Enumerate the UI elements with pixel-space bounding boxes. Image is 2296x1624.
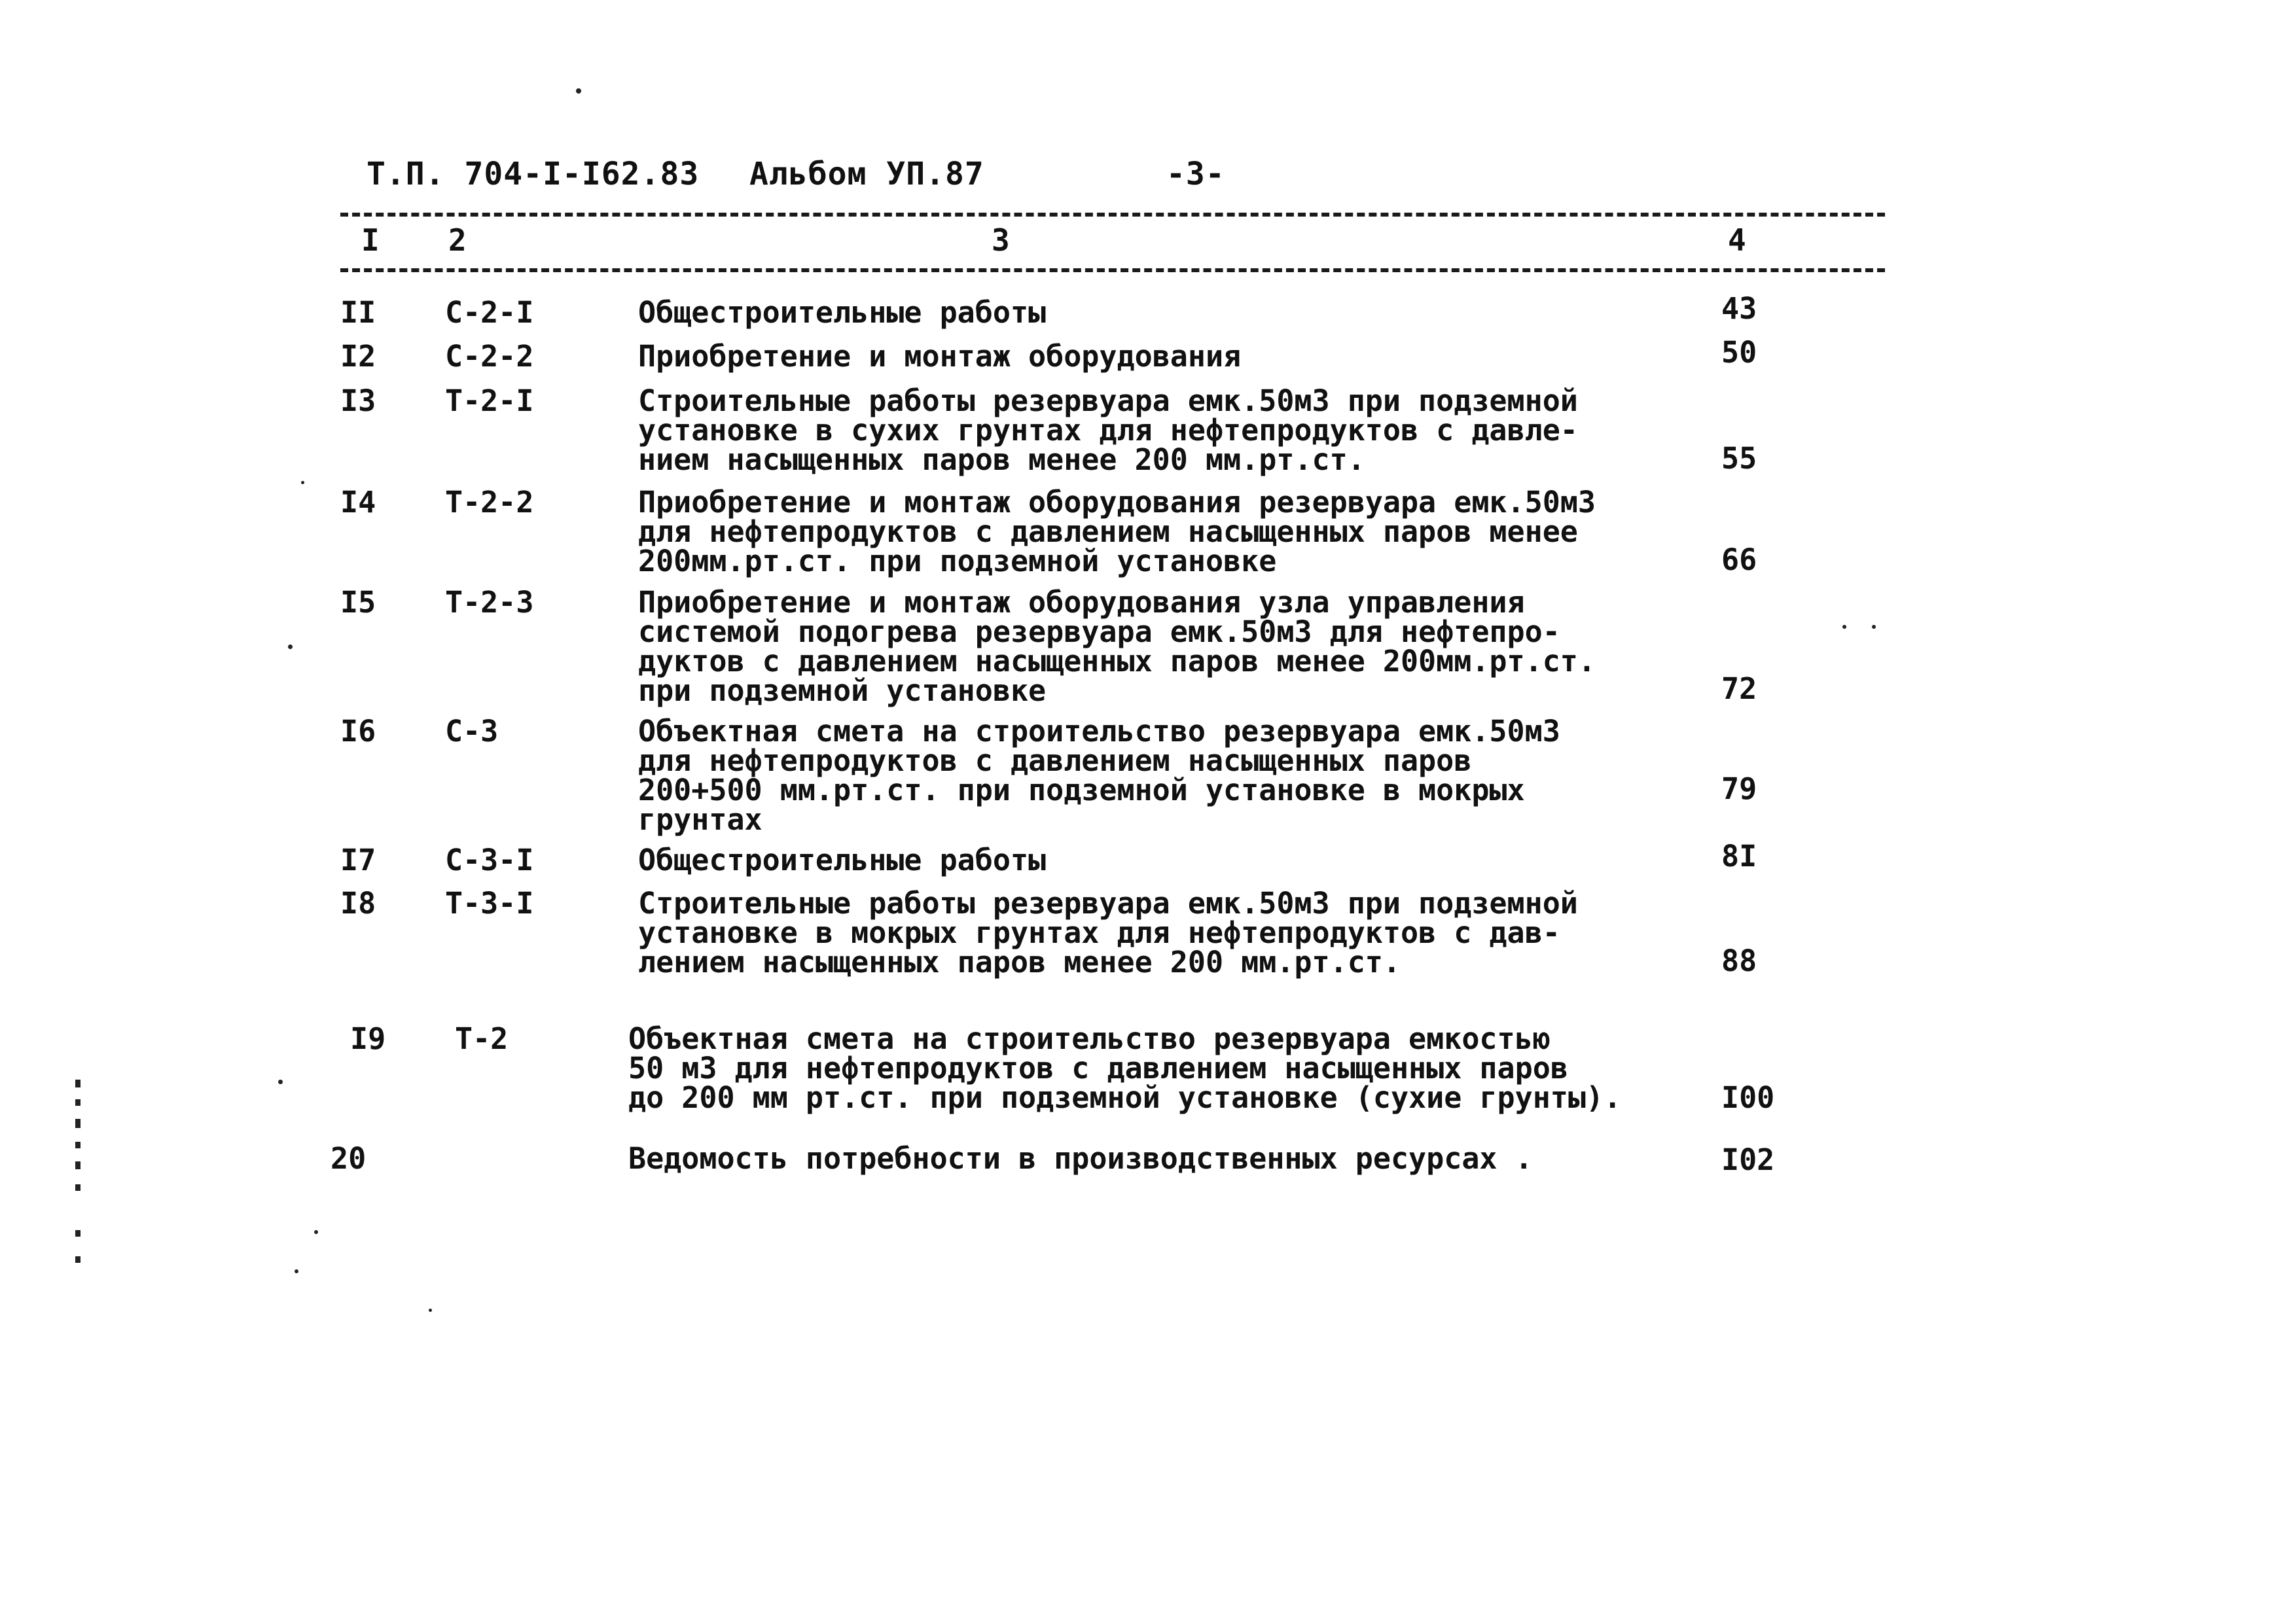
row-description xyxy=(638,585,1596,708)
row-code: С-3 xyxy=(445,714,499,749)
row-page: 88 xyxy=(1721,944,1757,978)
description-line: Общестроительные работы xyxy=(638,843,1047,877)
scan-speck xyxy=(288,644,293,649)
row-description xyxy=(638,886,1578,980)
scan-speck xyxy=(1842,625,1846,629)
row-number: I9 xyxy=(350,1021,386,1056)
row-number: II xyxy=(340,295,376,330)
row-page: 43 xyxy=(1721,291,1757,326)
album-number: Альбом УП.87 xyxy=(749,156,984,192)
scan-speck xyxy=(314,1230,318,1234)
row-code: Т-2-2 xyxy=(445,485,534,520)
scan-speck xyxy=(576,88,581,94)
column-header-3: 3 xyxy=(992,222,1010,258)
scan-speck xyxy=(429,1309,432,1312)
row-number: I5 xyxy=(340,585,376,620)
table-header-rule xyxy=(340,268,1885,272)
description-line: для нефтепродуктов с давлением насыщенных паров менее xyxy=(638,514,1578,549)
row-number: I8 xyxy=(340,886,376,921)
scan-speck xyxy=(301,481,304,484)
column-header-1: I xyxy=(361,222,380,258)
row-page: 55 xyxy=(1721,441,1757,476)
description-line: Объектная смета на строительство резервуара емкостью xyxy=(628,1021,1551,1056)
description-line: Строительные работы резервуара емк.50м3 при подземной xyxy=(638,383,1578,418)
row-page: I02 xyxy=(1721,1142,1775,1177)
description-line: Общестроительные работы xyxy=(638,295,1047,330)
description-line: дуктов с давлением насыщенных паров менее 200мм.рт.ст. xyxy=(638,644,1596,679)
row-page: 50 xyxy=(1721,335,1757,370)
description-line: установке в сухих грунтах для нефтепродуктов с давле- xyxy=(638,413,1578,448)
row-code: Т-2-I xyxy=(445,383,534,418)
description-line: нием насыщенных паров менее 200 мм.рт.ст. xyxy=(638,442,1365,477)
row-number: I4 xyxy=(340,485,376,520)
row-number: 20 xyxy=(331,1141,367,1176)
row-code: Т-2-3 xyxy=(445,585,534,620)
document-number: Т.П. 704-I-I62.83 xyxy=(367,156,700,192)
row-page: 8I xyxy=(1721,839,1757,874)
row-description xyxy=(638,383,1578,477)
row-number: I6 xyxy=(340,714,376,749)
description-line: Приобретение и монтаж оборудования xyxy=(638,339,1242,374)
row-description xyxy=(638,339,1242,374)
row-description xyxy=(638,714,1560,837)
description-line: Строительные работы резервуара емк.50м3 при подземной xyxy=(638,886,1578,921)
table-top-rule xyxy=(340,213,1885,217)
description-line: Ведомость потребности в производственных ресурсах . xyxy=(628,1141,1533,1176)
row-number: I2 xyxy=(340,339,376,374)
scan-speck xyxy=(295,1269,298,1273)
description-line: при подземной установке xyxy=(638,673,1047,708)
description-line: системой подогрева резервуара емк.50м3 для нефтепро- xyxy=(638,614,1560,649)
row-page: I00 xyxy=(1721,1080,1775,1115)
row-description xyxy=(638,487,1596,576)
row-page: 79 xyxy=(1721,771,1757,806)
description-line: Приобретение и монтаж оборудования узла управления xyxy=(638,585,1525,620)
row-code: С-2-2 xyxy=(445,339,534,374)
row-page: 66 xyxy=(1721,542,1757,577)
description-line: Объектная смета на строительство резервуара емк.50м3 xyxy=(638,714,1560,749)
description-line: Приобретение и монтаж оборудования резервуара емк.50м3 xyxy=(638,485,1596,520)
row-code: Т-3-I xyxy=(445,886,534,921)
row-description xyxy=(628,1021,1622,1115)
row-description xyxy=(628,1141,1533,1176)
scan-speck xyxy=(278,1080,283,1084)
description-line: 200+500 мм.рт.ст. при подземной установке в мокрых xyxy=(638,773,1525,807)
description-line: для нефтепродуктов с давлением насыщенных паров xyxy=(638,743,1472,778)
scan-speck xyxy=(1872,625,1876,629)
page-number: -3- xyxy=(1166,156,1225,192)
description-line: 200мм.рт.ст. при подземной установке xyxy=(638,544,1277,578)
row-code: Т-2 xyxy=(455,1021,509,1056)
row-description xyxy=(638,845,1046,875)
description-line: до 200 мм рт.ст. при подземной установке (сухие грунты). xyxy=(628,1080,1622,1115)
row-number: I3 xyxy=(340,383,376,418)
row-description xyxy=(638,295,1047,330)
row-code: С-2-I xyxy=(445,295,534,330)
column-header-4: 4 xyxy=(1728,222,1746,258)
row-code: С-3-I xyxy=(445,843,534,877)
description-line: лением насыщенных паров менее 200 мм.рт.ст. xyxy=(638,945,1401,980)
column-header-2: 2 xyxy=(448,222,467,258)
description-line: грунтах xyxy=(638,802,762,837)
margin-stamp-mark xyxy=(79,1080,90,1289)
description-line: установке в мокрых грунтах для нефтепродуктов с дав- xyxy=(638,915,1560,950)
description-line: 50 м3 для нефтепродуктов с давлением насыщенных паров xyxy=(628,1051,1568,1086)
row-number: I7 xyxy=(340,843,376,877)
margin-stamp-icon xyxy=(73,1080,84,1276)
row-page: 72 xyxy=(1721,671,1757,706)
